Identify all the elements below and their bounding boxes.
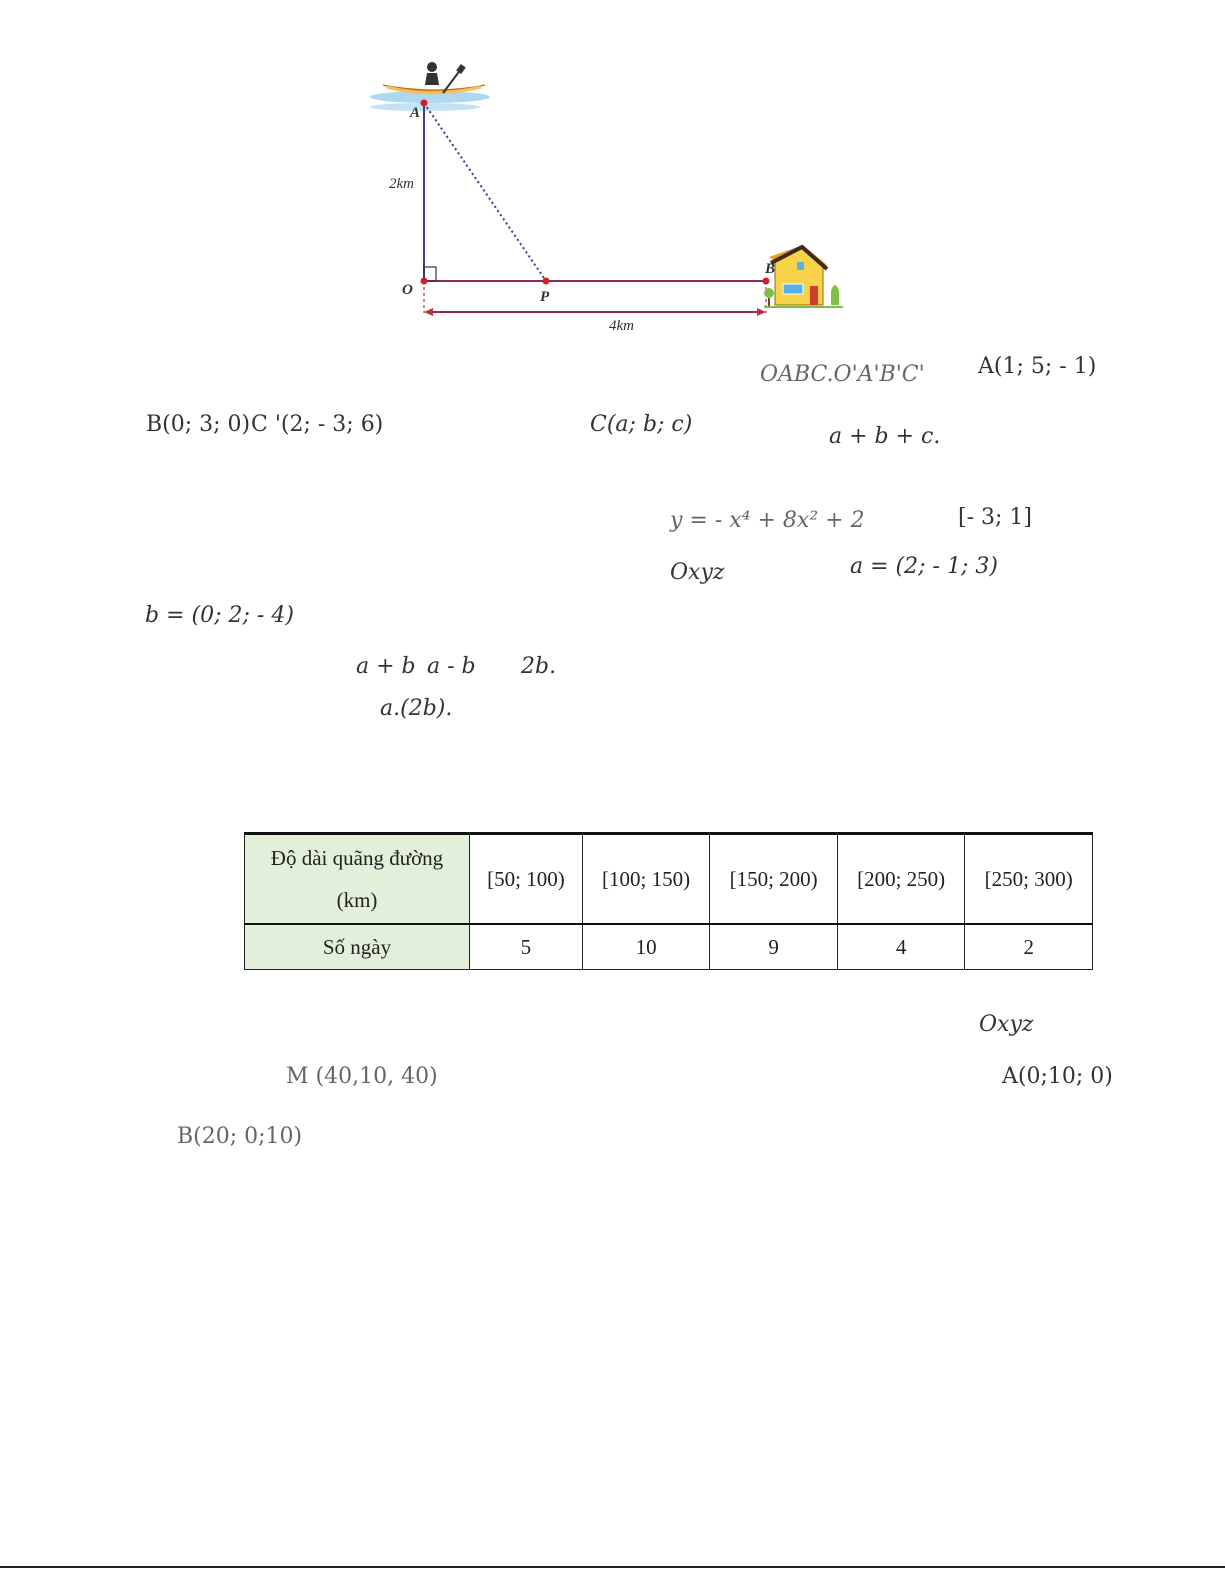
dot-product-expr: a.(2b). [380, 696, 453, 721]
expr-a-plus-b: a + b [356, 654, 416, 679]
table-cell-count: 9 [710, 924, 838, 970]
table-cell-count: 2 [965, 924, 1093, 970]
coordinate-system-2: Oxyz [979, 1012, 1034, 1037]
expr-2b: 2b. [521, 654, 557, 679]
point-a [421, 100, 428, 107]
point-a-coords-2: A(0;10; 0) [1002, 1064, 1113, 1089]
label-2km: 2km [389, 176, 414, 192]
expr-a-minus-b: a - b [427, 654, 476, 679]
table-cell-count: 5 [470, 924, 583, 970]
table-header-distance: Độ dài quãng đường (km) [245, 834, 470, 925]
vector-a: a = (2; - 1; 3) [850, 554, 998, 579]
kayak-icon [383, 62, 485, 93]
table-row [245, 924, 1093, 970]
point-m-coords: M (40,10, 40) [286, 1064, 438, 1089]
sum-abc: a + b + c. [829, 424, 941, 449]
point-c-prime-coords: C '(2; - 3; 6) [251, 412, 384, 437]
point-b-coords: B(0; 3; 0) [146, 412, 251, 437]
table-cell-interval: [100; 150) [582, 834, 710, 925]
label-p: P [540, 289, 550, 305]
point-b [763, 278, 770, 285]
point-o [421, 278, 428, 285]
prism-name: OABC.O'A'B'C' [760, 362, 925, 387]
label-b: B [765, 261, 776, 277]
table-cell-interval: [200; 250) [837, 834, 965, 925]
coordinate-system: Oxyz [670, 560, 725, 585]
point-c-coords: C(a; b; c) [590, 412, 693, 437]
point-a-coords: A(1; 5; - 1) [978, 354, 1097, 379]
house-icon [764, 245, 843, 307]
distance-frequency-table [244, 832, 1093, 970]
footer-rule [0, 1566, 1225, 1568]
point-p [543, 278, 550, 285]
dimension-arrow [424, 308, 766, 316]
interval: [- 3; 1] [958, 505, 1032, 530]
label-a: A [410, 105, 421, 121]
table-cell-count: 4 [837, 924, 965, 970]
label-o: O [402, 282, 413, 298]
point-b-coords-2: B(20; 0;10) [177, 1124, 303, 1149]
table-cell-interval: [50; 100) [470, 834, 583, 925]
function-expression: y = - x⁴ + 8x² + 2 [670, 508, 865, 533]
vector-b: b = (0; 2; - 4) [145, 603, 294, 628]
table-row [245, 834, 1093, 925]
table-cell-interval: [150; 200) [710, 834, 838, 925]
label-4km: 4km [609, 318, 634, 334]
segment-ap [424, 103, 546, 281]
table-cell-interval: [250; 300) [965, 834, 1093, 925]
kayak-house-figure [365, 55, 845, 345]
table-cell-count: 10 [582, 924, 710, 970]
table-header-days: Số ngày [245, 924, 470, 970]
